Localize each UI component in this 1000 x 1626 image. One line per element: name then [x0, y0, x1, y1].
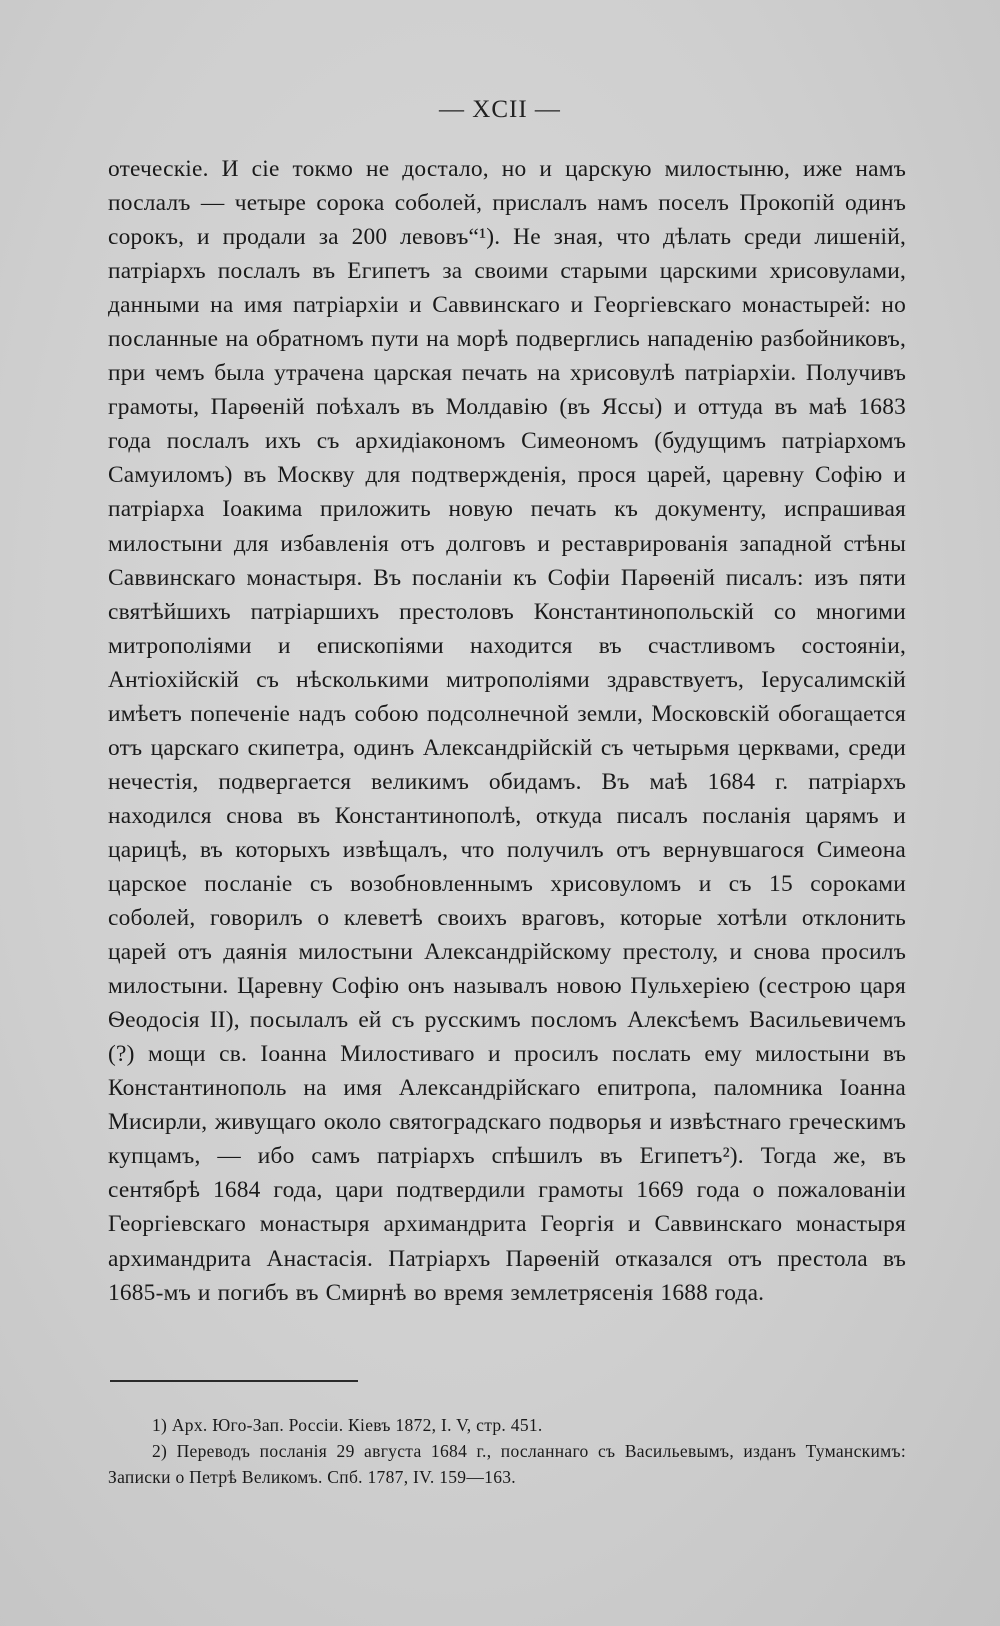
footnote-separator: [110, 1380, 358, 1382]
main-text: отеческіе. И сіе токмо не достало, но и царскую милостыню, иже намъ послалъ — четыре сорока соболей, прислалъ намъ поселъ Прокопій одинъ сорокъ, и продали за 200 левовъ“¹). Не зная, что дѣлать среди лишеній, патріархъ послалъ въ Египетъ за своими старыми царскими хрисовулами, данными на имя патріархіи и Саввинскаго и Георгіевскаго монастырей: но посланные на обратномъ пути на морѣ подверглись нападенію разбойниковъ, при чемъ была утрачена царская печать на хрисовулѣ патріархіи. Получивъ грамоты, Парѳеній поѣхалъ въ Молдавію (въ Яссы) и оттуда въ маѣ 1683 года послалъ ихъ съ архидіакономъ Симеономъ (будущимъ патріархомъ Самуиломъ) въ Москву для подтвержденія, прося царей, царевну Софію и патріарха Іоакима приложить новую печать къ документу, испрашивая милостыни для избавленія отъ долговъ и реставрированія западной стѣны Саввинскаго монастыря. Въ посланіи къ Софіи Парѳеній писалъ: изъ пяти святѣйшихъ патріаршихъ престоловъ Константинопольскій со многими митрополіями и епископіями находится въ счастливомъ состояніи, Антіохійскій съ нѣсколькими митрополіями здравствуетъ, Іерусалимскій имѣетъ попеченіе надъ собою подсолнечной земли, Московскій обогащается отъ царскаго скипетра, одинъ Александрійскій съ четырьмя церквами, среди нечестія, подвергается великимъ обидамъ. Въ маѣ 1684 г. патріархъ находился снова въ Константинополѣ, откуда писалъ посланія царямъ и царицѣ, въ которыхъ извѣщалъ, что получилъ отъ вернувшагося Симеона царское посланіе съ возобновленнымъ хрисовуломъ и съ 15 сороками соболей, говорилъ о клеветѣ своихъ враговъ, которые хотѣли отклонить царей отъ даянія милостыни Александрійскому престолу, и снова просилъ милостыни. Царевну Софію онъ называлъ новою Пульхеріею (сестрою царя Ѳеодосія II), посылалъ ей съ русскимъ посломъ Алексѣемъ Васильевичемъ (?) мощи св. Іоанна Милостиваго и просилъ послать ему милостыни въ Константинополь на имя Александрійскаго епитропа, паломника Іоанна Мисирли, живущаго около святоградскаго подворья и извѣстнаго греческимъ купцамъ, — ибо самъ патріархъ спѣшилъ въ Египетъ²). Тогда же, въ сентябрѣ 1684 года, цари подтвердили грамоты 1669 года о пожалованіи Георгіевскаго монастыря архимандрита Георгія и Саввинскаго монастыря архимандрита Анастасія. Патріархъ Парѳеній отказался отъ престола въ 1685-мъ и погибъ въ Смирнѣ во время землетрясенія 1688 года.: [108, 156, 906, 1306]
page-number-header: — XCII —: [439, 96, 561, 123]
footnote-1: 1) Арх. Юго-Зап. Россіи. Кіевъ 1872, I. V, стр. 451.: [152, 1415, 543, 1435]
footnotes: [108, 1412, 906, 1490]
footnote-2: 2) Переводъ посланія 29 августа 1684 г., посланнаго съ Васильевымъ, изданъ Туманскимъ: Записки о Петрѣ Великомъ. Спб. 1787, IV. 159—163.: [108, 1441, 906, 1487]
